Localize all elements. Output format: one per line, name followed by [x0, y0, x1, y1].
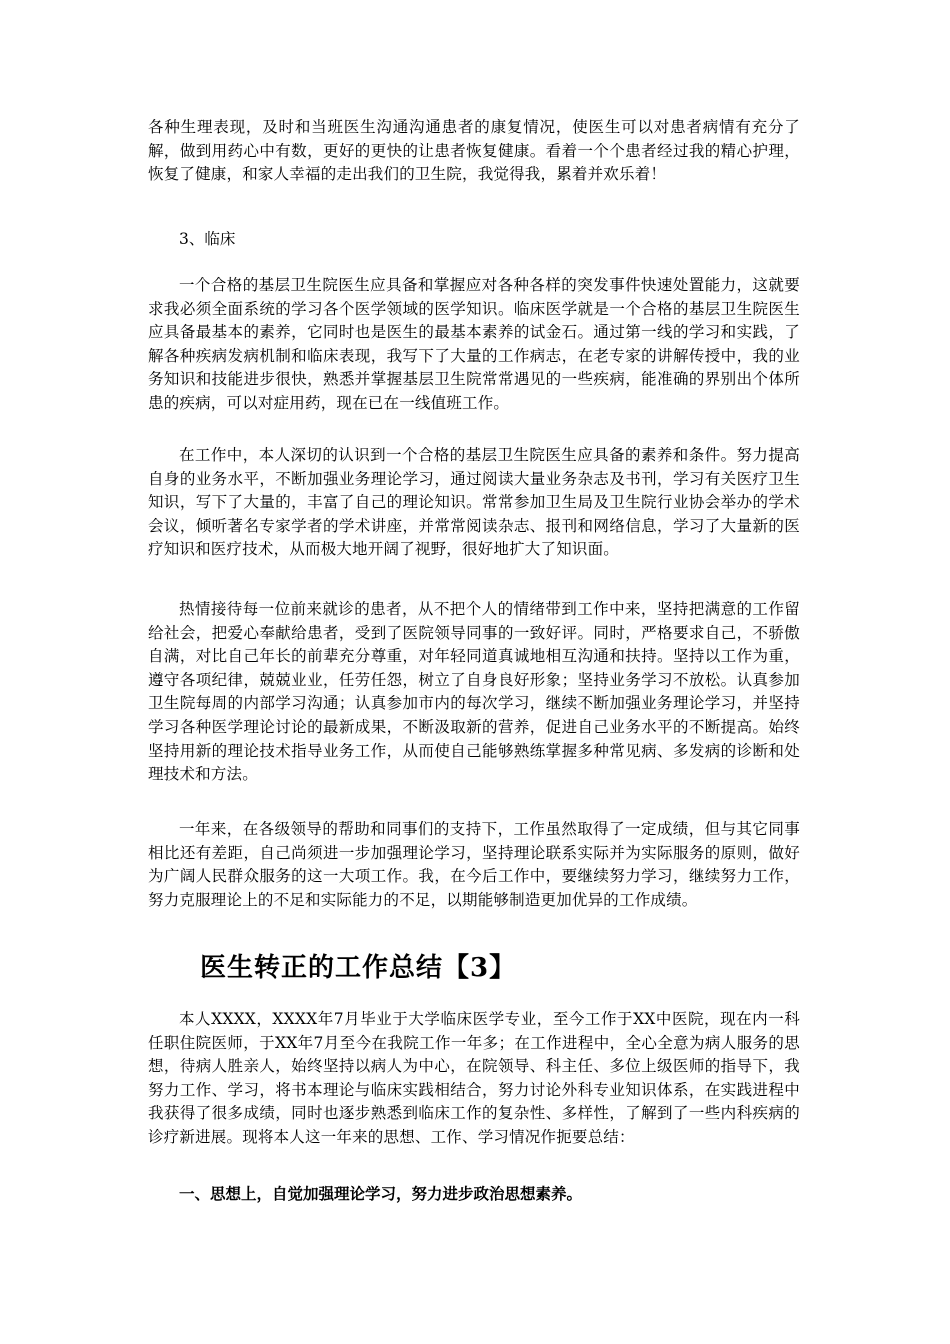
paragraph-introduction: 本人XXXX，XXXX年7月毕业于大学临床医学专业，至今工作于XX中医院，现在内一科任职住院医师，于XX年7月至今在我院工作一年多；在工作进程中，全心全意为病人服务的思想，待病人胜亲人，始终坚持以病人为中心，在院领导、科主任、多位上级医师的指导下，我努力工作、学习，将书本理论与临床实践相结合，努力讨论外科专业知识体系，在实践进程中我获得了很多成绩，同时也逐步熟悉到临床工作的复杂性、多样性，了解到了一些内科疾病的诊疗新进展。现将本人这一年来的思想、工作、学习情况作扼要总结： [148, 1010, 800, 1146]
paragraph-attitude: 热情接待每一位前来就诊的患者，从不把个人的情绪带到工作中来，坚持把满意的工作留给社会，把爱心奉献给患者，受到了医院领导同事的一致好评。同时，严格要求自己，不骄傲自满，对比自己年长的前辈充分尊重，对年轻同道真诚地相互沟通和扶持。坚持以工作为重，遵守各项纪律，兢兢业业，任劳任怨，树立了自身良好形象；坚持业务学习不放松。认真参加卫生院每周的内部学习沟通；认真参加市内的每次学习，继续不断加强业务理论学习，并坚持学习各种医学理论讨论的最新成果，不断汲取新的营养，促进自己业务水平的不断提高。始终坚持用新的理论技术指导业务工作，从而使自己能够熟练掌握多种常见病、多发病的诊断和处理技术和方法。 [148, 600, 800, 784]
document-title: 医生转正的工作总结【3】 [200, 953, 517, 983]
paragraph-clinical: 一个合格的基层卫生院医生应具备和掌握应对各种各样的突发事件快速处置能力，这就要求我必须全面系统的学习各个医学领域的医学知识。临床医学就是一个合格的基层卫生院医生应具备最基本的素养，它同时也是医生的最基本素养的试金石。通过第一线的学习和实践，了解各种疾病发病机制和临床表现，我写下了大量的工作病志，在老专家的讲解传授中，我的业务知识和技能进步很快，熟悉并掌握基层卫生院常常遇见的一些疾病，能准确的界别出个体所患的疾病，可以对症用药，现在已在一线值班工作。 [148, 276, 800, 412]
section-heading-clinical: 3、临床 [179, 230, 236, 248]
paragraph-continued: 各种生理表现，及时和当班医生沟通沟通患者的康复情况，使医生可以对患者病情有充分了解，做到用药心中有数，更好的更快的让患者恢复健康。看着一个个患者经过我的精心护理，恢复了健康，和家人幸福的走出我们的卫生院，我觉得我，累着并欢乐着！ [148, 118, 800, 184]
paragraph-work: 在工作中，本人深切的认识到一个合格的基层卫生院医生应具备的素养和条件。努力提高自身的业务水平，不断加强业务理论学习，通过阅读大量业务杂志及书刊，学习有关医疗卫生知识，写下了大量的，丰富了自己的理论知识。常常参加卫生局及卫生院行业协会举办的学术会议，倾听著名专家学者的学术讲座，并常常阅读杂志、报刊和网络信息，学习了大量新的医疗知识和医疗技术，从而极大地开阔了视野，很好地扩大了知识面。 [148, 446, 800, 559]
paragraph-summary: 一年来，在各级领导的帮助和同事们的支持下，工作虽然取得了一定成绩，但与其它同事相比还有差距，自己尚须进一步加强理论学习，坚持理论联系实际并为实际服务的原则，做好为广阔人民群众服务的这一大项工作。我，在今后工作中，要继续努力学习，继续努力工作，努力克服理论上的不足和实际能力的不足，以期能够制造更加优异的工作成绩。 [148, 820, 800, 909]
section-heading-thought: 一、思想上，自觉加强理论学习，努力进步政治思想素养。 [179, 1184, 583, 1203]
